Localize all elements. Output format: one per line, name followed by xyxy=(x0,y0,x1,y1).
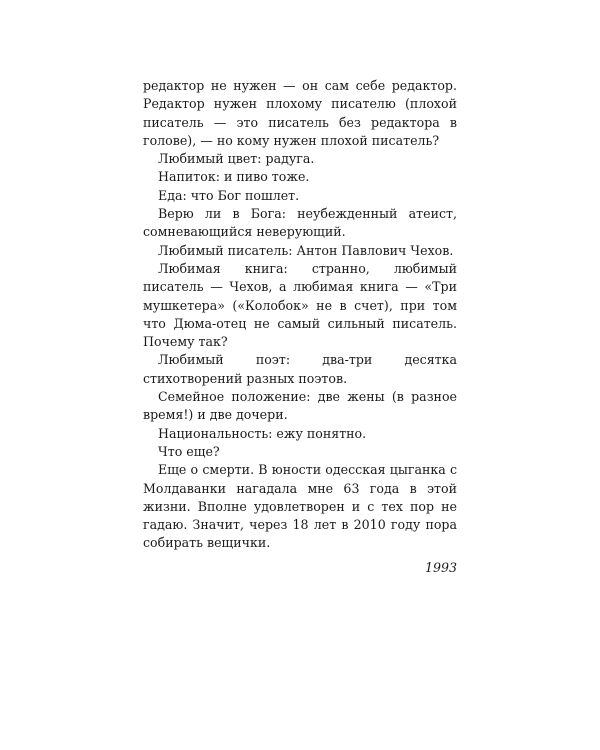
date-signature: 1993 xyxy=(424,559,457,575)
paragraph-what-else: Что еще? xyxy=(158,443,220,459)
paragraph-death: Еще о смерти. В юности одесская цыганка с Молдаванки нагадала мне 63 года в этой жизни. Вполне удовлетворен и с тех пор не гадаю. Значит, через 18 лет в 2010 году пора собирать вещички. xyxy=(143,462,457,551)
paragraph-favorite-writer: Любимый писатель: Антон Павлович Чехов. xyxy=(158,242,454,258)
paragraph-family: Семейное положение: две жены (в разное время!) и две дочери. xyxy=(143,389,457,423)
paragraph-nationality: Национальность: ежу понятно. xyxy=(158,425,367,441)
paragraph-favorite-color: Любимый цвет: радуга. xyxy=(158,151,315,167)
paragraph-drink: Напиток: и пиво тоже. xyxy=(158,169,310,185)
page-text xyxy=(143,77,457,577)
paragraph-food: Еда: что Бог пошлет. xyxy=(158,187,300,203)
paragraph-favorite-poet: Любимый поэт: два-три десятка стихотворений разных поэтов. xyxy=(143,352,457,386)
paragraph-continuation: редактор не нужен — он сам себе редактор. Редактор нужен плохому писателю (плохой писатель — это писатель без редактора в голове), — но кому нужен плохой писатель? xyxy=(143,78,457,148)
paragraph-favorite-book: Любимая книга: странно, любимый писатель — Чехов, а любимая книга — «Три мушкетера» («Колобок» не в счет), при том что Дюма-отец не самый сильный писатель. Почему так? xyxy=(143,260,457,350)
paragraph-belief: Верю ли в Бога: неубежденный атеист, сомневающийся неверующий. xyxy=(143,206,457,240)
